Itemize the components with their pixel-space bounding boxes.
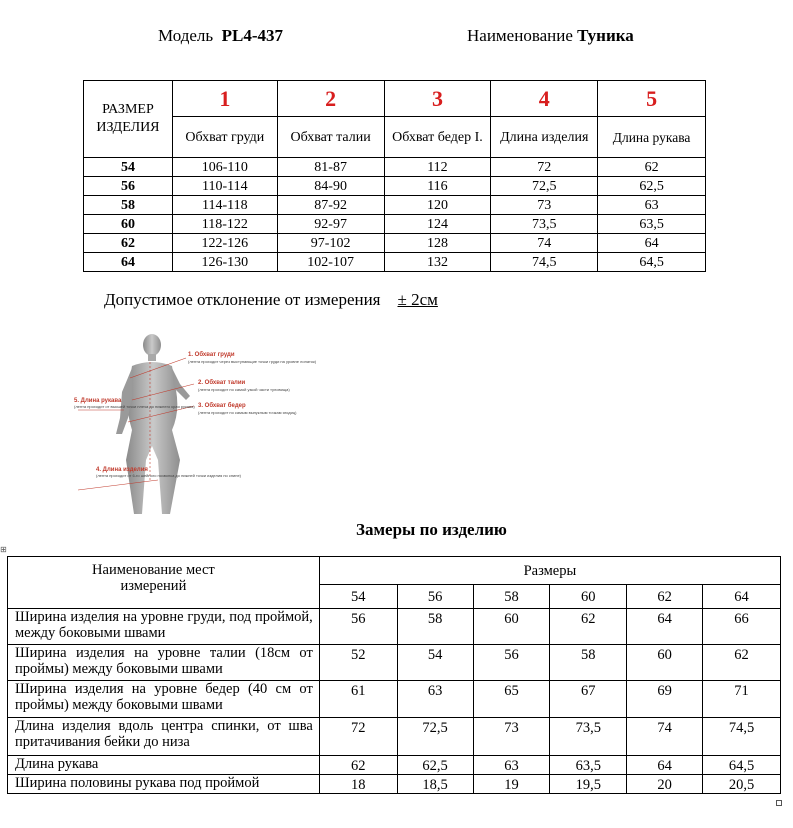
column-header: Обхват бедер I.: [384, 117, 491, 158]
size-header-cell: 62: [627, 585, 703, 609]
tolerance-value: ± 2см: [397, 290, 438, 309]
value-cell: 72: [319, 718, 397, 756]
value-cell: 60: [473, 609, 550, 645]
size-header-cell: 58: [473, 585, 550, 609]
table-row: [8, 681, 781, 718]
table-resize-handle[interactable]: [776, 800, 782, 806]
value-cell: 81-87: [277, 158, 384, 177]
measurement-labels: [74, 351, 317, 478]
measurement-figure: [68, 330, 317, 520]
figure-label: 2. Обхват талии: [198, 380, 246, 386]
table-row: [84, 177, 706, 196]
column-number: 2: [277, 81, 384, 117]
table-row: [8, 718, 781, 756]
value-cell: 20,5: [703, 775, 781, 794]
value-cell: 64: [627, 756, 703, 775]
size-header-cell: 54: [319, 585, 397, 609]
size-cell: 58: [84, 196, 173, 215]
value-cell: 114-118: [172, 196, 277, 215]
tolerance-note: [104, 290, 438, 310]
column-header: Длина рукава: [598, 117, 706, 158]
value-cell: 52: [319, 645, 397, 681]
value-cell: 56: [319, 609, 397, 645]
size-cell: 62: [84, 234, 173, 253]
table-row: [84, 234, 706, 253]
value-cell: 64,5: [598, 253, 706, 272]
measure-name: Ширина изделия на уровне бедер (40 см от проймы) между боковыми швами: [8, 681, 320, 718]
size-chart-table: [83, 80, 706, 272]
size-header: РАЗМЕР ИЗДЕЛИЯ: [84, 81, 173, 158]
model-line: [158, 26, 283, 46]
figure-label-desc: (лента проходит по самым выпуклым точкам ягодиц): [198, 410, 297, 415]
value-cell: 73,5: [491, 215, 598, 234]
measures-title: Замеры по изделию: [356, 520, 507, 539]
product-name-label: Наименование: [467, 26, 573, 45]
figure-label: 5. Длина рукава: [74, 398, 122, 404]
table-move-handle-icon[interactable]: ⊞: [0, 545, 7, 554]
measure-name: Ширина изделия на уровне груди, под проймой, между боковыми швами: [8, 609, 320, 645]
value-cell: 20: [627, 775, 703, 794]
value-cell: 18: [319, 775, 397, 794]
value-cell: 67: [550, 681, 627, 718]
value-cell: 74,5: [491, 253, 598, 272]
value-cell: 74: [491, 234, 598, 253]
value-cell: 73,5: [550, 718, 627, 756]
value-cell: 116: [384, 177, 491, 196]
figure-label-desc: (лента проходит от 6-го шейного позвонка до нижней точки изделия по спине): [96, 473, 242, 478]
name-header: Наименование мест измерений: [8, 557, 320, 609]
column-header: Обхват талии: [277, 117, 384, 158]
size-cell: 60: [84, 215, 173, 234]
value-cell: 126-130: [172, 253, 277, 272]
model-label: Модель: [158, 26, 214, 45]
measure-name: Длина изделия вдоль центра спинки, от шва притачивания бейки до низа: [8, 718, 320, 756]
body-silhouette: [116, 334, 190, 514]
value-cell: 73: [473, 718, 550, 756]
value-cell: 66: [703, 609, 781, 645]
value-cell: 73: [491, 196, 598, 215]
value-cell: 19: [473, 775, 550, 794]
figure-label: 3. Обхват бедер: [198, 403, 246, 409]
value-cell: 65: [473, 681, 550, 718]
column-header: Длина изделия: [491, 117, 598, 158]
model-value: PL4-437: [221, 26, 284, 45]
value-cell: 19,5: [550, 775, 627, 794]
value-cell: 63,5: [550, 756, 627, 775]
tolerance-text: Допустимое отклонение от измерения: [104, 290, 381, 309]
size-header-cell: 60: [550, 585, 627, 609]
table-row: [8, 756, 781, 775]
figure-label-desc: (лента проходит от высшей точки плеча до нижнего края рукава): [74, 404, 195, 409]
value-cell: 102-107: [277, 253, 384, 272]
figure-label: 1. Обхват груди: [188, 352, 235, 358]
value-cell: 62: [703, 645, 781, 681]
value-cell: 118-122: [172, 215, 277, 234]
table-row: [84, 253, 706, 272]
size-cell: 54: [84, 158, 173, 177]
column-header: Обхват груди: [172, 117, 277, 158]
value-cell: 110-114: [172, 177, 277, 196]
value-cell: 62,5: [598, 177, 706, 196]
column-number: 1: [172, 81, 277, 117]
value-cell: 120: [384, 196, 491, 215]
value-cell: 62,5: [397, 756, 473, 775]
value-cell: 74,5: [703, 718, 781, 756]
figure-label-desc: (лента проходит через выступающие точки груди на уровне лопаток): [188, 359, 317, 364]
value-cell: 64: [627, 609, 703, 645]
value-cell: 58: [397, 609, 473, 645]
value-cell: 60: [627, 645, 703, 681]
value-cell: 72: [491, 158, 598, 177]
table-row: [84, 158, 706, 177]
value-cell: 87-92: [277, 196, 384, 215]
value-cell: 97-102: [277, 234, 384, 253]
value-cell: 56: [473, 645, 550, 681]
size-cell: 56: [84, 177, 173, 196]
value-cell: 106-110: [172, 158, 277, 177]
size-header-cell: 64: [703, 585, 781, 609]
value-cell: 64,5: [703, 756, 781, 775]
measure-name: Ширина половины рукава под проймой: [8, 775, 320, 794]
value-cell: 71: [703, 681, 781, 718]
value-cell: 62: [598, 158, 706, 177]
table-row: [84, 196, 706, 215]
column-number: 5: [598, 81, 706, 117]
size-header-cell: 56: [397, 585, 473, 609]
size-cell: 64: [84, 253, 173, 272]
column-number: 3: [384, 81, 491, 117]
value-cell: 74: [627, 718, 703, 756]
garment-measures-table: [7, 556, 781, 794]
value-cell: 122-126: [172, 234, 277, 253]
column-number: 4: [491, 81, 598, 117]
value-cell: 62: [550, 609, 627, 645]
value-cell: 18,5: [397, 775, 473, 794]
value-cell: 84-90: [277, 177, 384, 196]
value-cell: 64: [598, 234, 706, 253]
value-cell: 128: [384, 234, 491, 253]
value-cell: 124: [384, 215, 491, 234]
value-cell: 69: [627, 681, 703, 718]
table-row: [84, 215, 706, 234]
value-cell: 63: [598, 196, 706, 215]
table-row: [8, 775, 781, 794]
product-name-value: Туника: [577, 26, 634, 45]
product-name-line: [467, 26, 634, 46]
value-cell: 112: [384, 158, 491, 177]
table-row: [8, 645, 781, 681]
measure-name: Длина рукава: [8, 756, 320, 775]
value-cell: 63: [473, 756, 550, 775]
value-cell: 63: [397, 681, 473, 718]
sizes-header: Размеры: [319, 557, 780, 585]
value-cell: 72,5: [491, 177, 598, 196]
value-cell: 92-97: [277, 215, 384, 234]
value-cell: 62: [319, 756, 397, 775]
value-cell: 132: [384, 253, 491, 272]
value-cell: 54: [397, 645, 473, 681]
value-cell: 58: [550, 645, 627, 681]
value-cell: 72,5: [397, 718, 473, 756]
figure-label: 4. Длина изделия: [96, 467, 148, 473]
measure-name: Ширина изделия на уровне талии (18см от проймы) между боковыми швами: [8, 645, 320, 681]
value-cell: 63,5: [598, 215, 706, 234]
table-row: [8, 609, 781, 645]
value-cell: 61: [319, 681, 397, 718]
figure-label-desc: (лента проходит по самой узкой части туловища): [198, 387, 290, 392]
